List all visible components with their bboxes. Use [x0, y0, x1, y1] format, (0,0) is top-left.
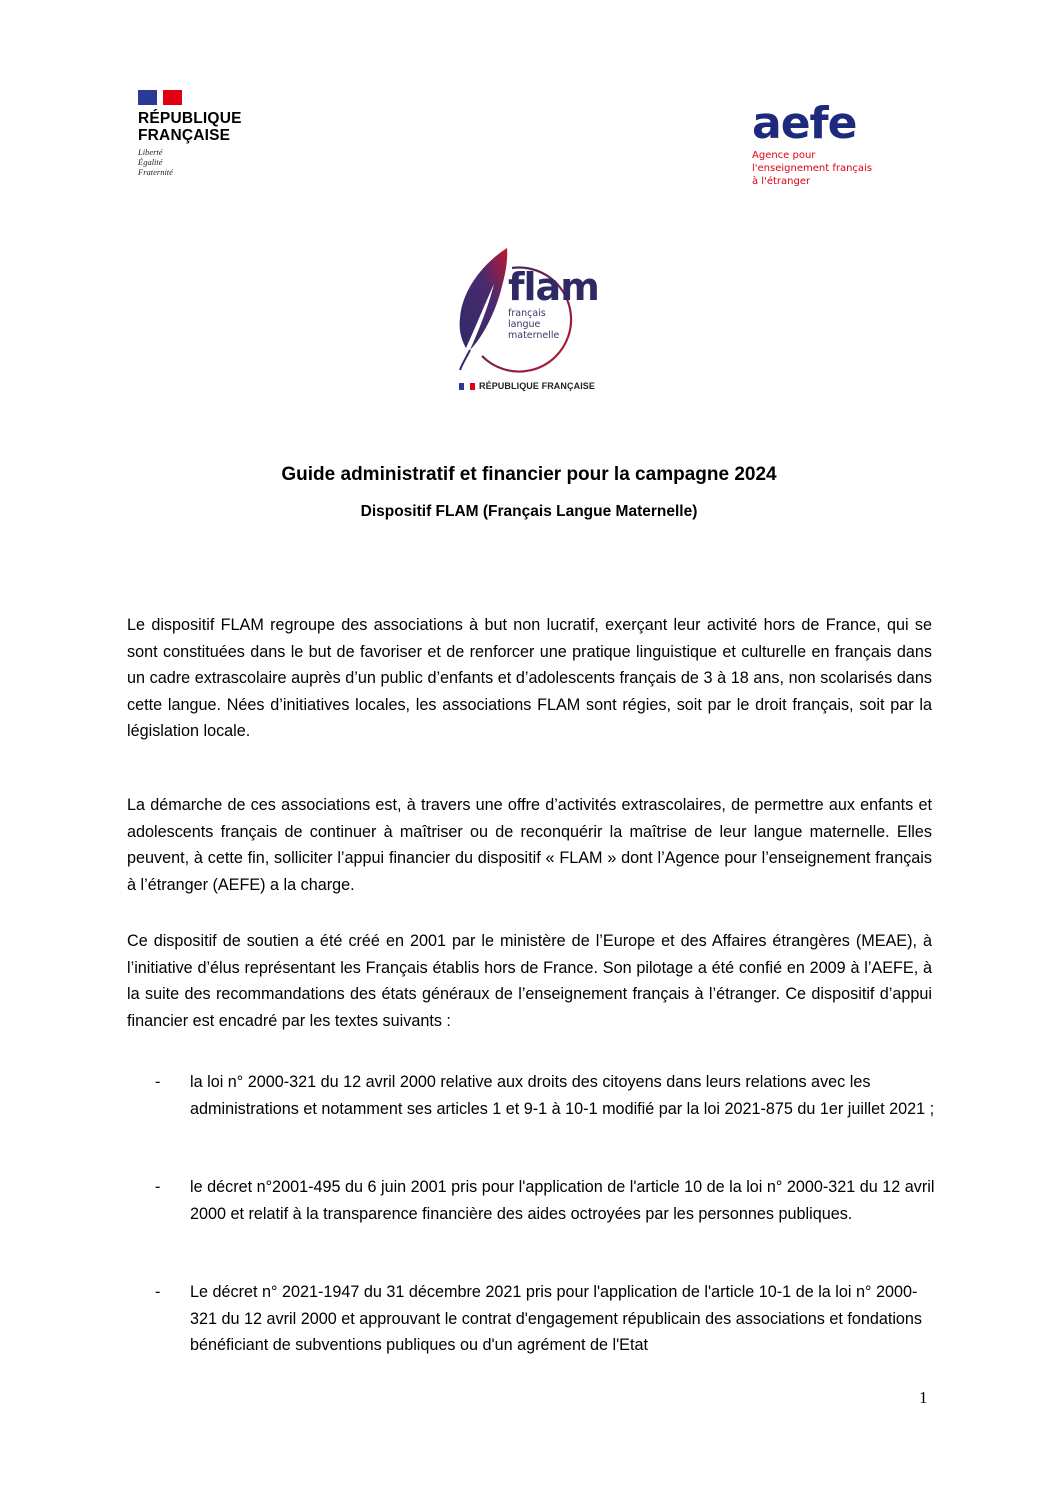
aefe-subtitle-line: Agence pour: [752, 150, 816, 161]
motto-fraternite: Fraternité: [138, 167, 173, 177]
republique-francaise-logo: [138, 90, 258, 177]
flam-subtitle: [508, 308, 559, 341]
rf-motto: [138, 147, 258, 177]
list-bullet: -: [155, 1073, 161, 1091]
page-number: 1: [919, 1388, 928, 1407]
list-item: [155, 1069, 935, 1122]
aefe-subtitle-line: à l'étranger: [752, 176, 811, 187]
aefe-logo: [752, 98, 892, 188]
document-title: Guide administratif et financier pour la campagne 2024: [281, 464, 777, 485]
motto-liberte: Liberté: [138, 147, 163, 157]
legal-text-list: [155, 1174, 935, 1227]
mini-flag-icon: [459, 383, 475, 390]
motto-egalite: Égalité: [138, 157, 163, 167]
legal-text-list: [155, 1069, 935, 1122]
rf-name-line2: FRANÇAISE: [138, 127, 231, 144]
list-item-text: Le décret n° 2021-1947 du 31 décembre 2021 pris pour l'application de l'article 10-1 de la loi n° 2000-321 du 12 avril 2000 et approuvant le contrat d'engagement républicain des associations et fondations bénéficiant de subventions publiques ou d'un agrément de l'Etat: [190, 1283, 923, 1355]
rf-logo-name: [138, 110, 258, 144]
paragraph: Ce dispositif de soutien a été créé en 2001 par le ministère de l’Europe et des Affaires étrangères (MEAE), à l’initiative d’élus représentant les Français établis hors de France. Son pilotage a été confié en 2009 à l’AEFE, à la suite des recommandations des états généraux de l’enseignement français à l’étranger. Ce dispositif d’appui financier est encadré par les textes suivants :: [127, 932, 932, 1030]
flam-rf-footer: [459, 381, 595, 391]
marianne-flag-icon: [138, 90, 182, 105]
list-bullet: -: [155, 1178, 161, 1196]
document-subtitle: Dispositif FLAM (Français Langue Maternelle): [360, 503, 698, 520]
paragraph: La démarche de ces associations est, à travers une offre d’activités extrascolaires, de permettre aux enfants et adolescents français de continuer à maîtriser ou de reconquérir la maîtrise de leur langue maternelle. Elles peuvent, à cette fin, solliciter l’appui financier du dispositif « FLAM » dont l’Agence pour l’enseignement français à l’étranger (AEFE) a la charge.: [127, 796, 932, 894]
flam-subtitle-line: maternelle: [508, 330, 560, 341]
list-item: [155, 1174, 935, 1227]
aefe-subtitle: [752, 149, 892, 188]
list-item-text: la loi n° 2000-321 du 12 avril 2000 relative aux droits des citoyens dans leurs relations avec les administrations et notamment ses articles 1 et 9-1 à 10-1 modifié par la loi 2021-875 du 1er juillet 2021 ;: [190, 1073, 935, 1118]
flam-subtitle-line: français: [508, 308, 546, 319]
paragraph: Le dispositif FLAM regroupe des associations à but non lucratif, exerçant leur activité hors de France, qui se sont constituées dans le but de favoriser et de renforcer une pratique linguistique et culturelle en français dans un cadre extrascolaire auprès d’un public d’enfants et d’adolescents français de 3 à 18 ans, non scolarisés dans cette langue. Nées d’initiatives locales, les associations FLAM sont régies, soit par le droit français, soit par la législation locale.: [127, 616, 932, 741]
aefe-wordmark: aefe: [752, 98, 857, 149]
list-bullet: -: [155, 1283, 161, 1301]
legal-text-list: [155, 1279, 935, 1359]
flam-wordmark: flam: [508, 265, 599, 309]
aefe-subtitle-line: l'enseignement français: [752, 163, 873, 174]
flam-subtitle-line: langue: [508, 319, 541, 330]
flam-rf-label: RÉPUBLIQUE FRANÇAISE: [479, 381, 596, 391]
list-item-text: le décret n°2001-495 du 6 juin 2001 pris pour l'application de l'article 10 de la loi n° 2000-321 du 12 avril 2000 et relatif à la transparence financière des aides octroyées par les personnes publiques.: [190, 1178, 935, 1223]
list-item: [155, 1279, 935, 1359]
rf-name-line1: RÉPUBLIQUE: [138, 110, 242, 127]
